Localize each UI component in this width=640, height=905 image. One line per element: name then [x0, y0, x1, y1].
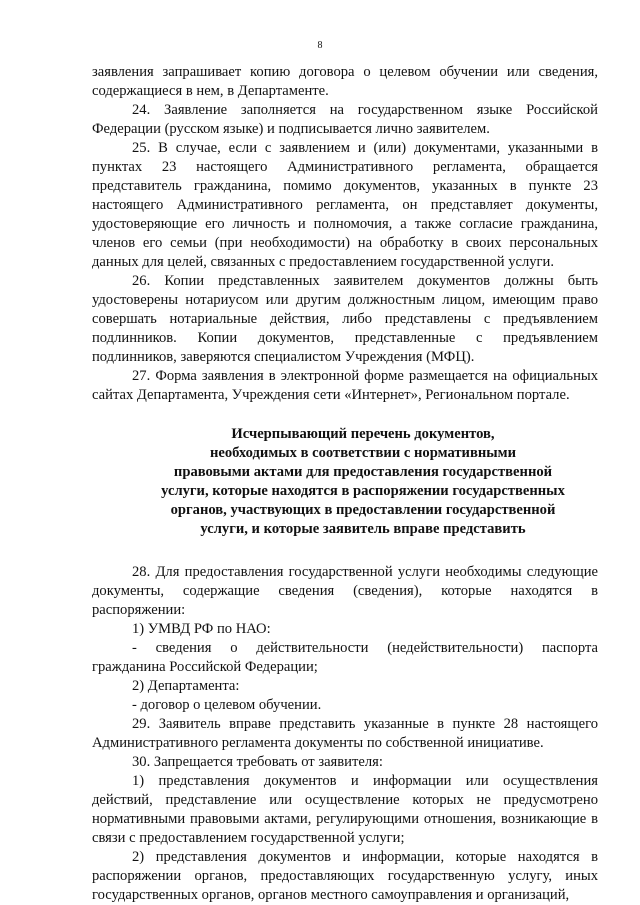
paragraph-27: 27. Форма заявления в электронной форме размещается на официальных сайтах Департамента, Учреждения сети «Интернет», Региональном портале.	[92, 368, 598, 403]
list-item-30-1: 1) представления документов и информации или осуществления действий, представление или осуществление которых не предусмотрено нормативными правовыми актами, регулирующими отношения, возникающие в связи с предоставлением государственной услуги;	[92, 773, 598, 846]
heading-line: необходимых в соответствии с нормативными	[210, 445, 516, 461]
heading-line: услуги, и которые заявитель вправе представить	[200, 521, 526, 537]
list-item-umvd: 1) УМВД РФ по НАО:	[132, 621, 271, 637]
section-heading	[128, 425, 598, 539]
list-subitem-contract: - договор о целевом обучении.	[132, 697, 322, 713]
heading-line: Исчерпывающий перечень документов,	[231, 426, 495, 442]
paragraph-30: 30. Запрещается требовать от заявителя:	[132, 754, 383, 770]
page-number: 8	[317, 40, 323, 51]
paragraph-25: 25. В случае, если с заявлением и (или) документами, указанными в пунктах 23 настоящего Административного регламента, обращается представитель гражданина, помимо документов, указанных в пункте 23 настоящего Административного регламента, он представляет документы, удостоверяющие его личность и полномочия, а также согласие гражданина, членов его семьи (при необходимости) на обработку в своих персональных данных для целей, связанных с предоставлением государственной услуги.	[92, 140, 598, 270]
paragraph-26: 26. Копии представленных заявителем документов должны быть удостоверены нотариусом или другим должностным лицом, имеющим право совершать нотариальные действия, либо представлены с предъявлением подлинников. Копии документов, представленные с предъявлением подлинников, заверяются специалистом Учреждения (МФЦ).	[92, 273, 598, 365]
list-item-30-2: 2) представления документов и информации, которые находятся в распоряжении органов, предоставляющих государственную услугу, иных государственных органов, органов местного самоуправления и организаций,	[92, 849, 598, 903]
list-item-department: 2) Департамента:	[132, 678, 240, 694]
heading-line: органов, участвующих в предоставлении государственной	[170, 502, 556, 518]
document-body	[92, 63, 598, 905]
list-subitem-passport: - сведения о действительности (недействительности) паспорта гражданина Российской Федерации;	[92, 640, 598, 675]
paragraph-continuation: заявления запрашивает копию договора о целевом обучении или сведения, содержащиеся в нем, в Департаменте.	[92, 64, 598, 99]
paragraph-29: 29. Заявитель вправе представить указанные в пункте 28 настоящего Административного регламента документы по собственной инициативе.	[92, 716, 598, 751]
heading-line: правовыми актами для предоставления государственной	[173, 464, 553, 480]
paragraph-24: 24. Заявление заполняется на государственном языке Российской Федерации (русском языке) и подписывается лично заявителем.	[92, 102, 598, 137]
heading-line: услуги, которые находятся в распоряжении государственных	[161, 483, 565, 499]
paragraph-28: 28. Для предоставления государственной услуги необходимы следующие документы, содержащие сведения (сведения), которые находятся в распоряжении:	[92, 564, 598, 618]
